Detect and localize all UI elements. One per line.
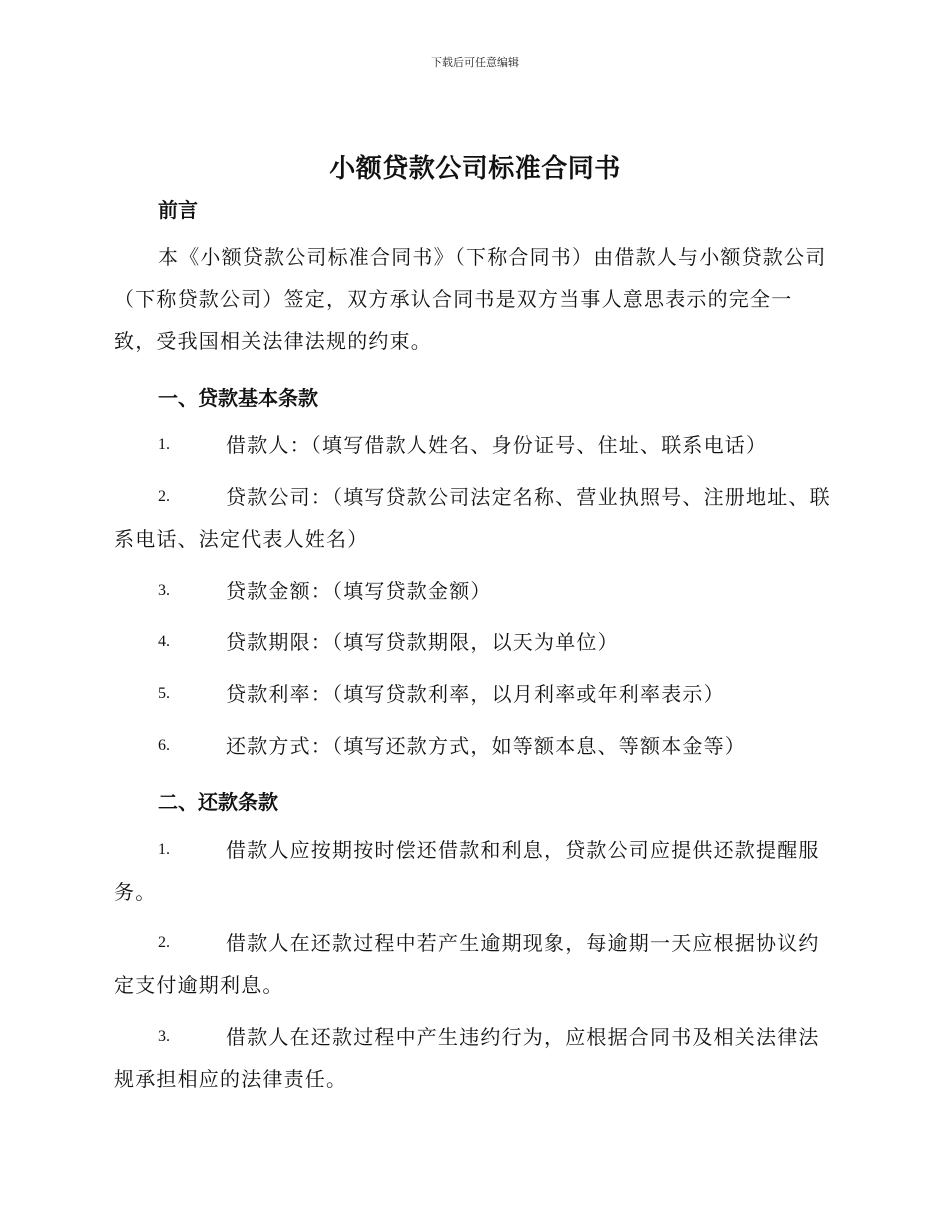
item-number: 3. bbox=[158, 582, 170, 599]
preface-text: 本《小额贷款公司标准合同书》（下称合同书）由借款人与小额贷款公司（下称贷款公司）签定，双方承认合同书是双方当事人意思表示的完全一致，受我国相关法律法规的约束。 bbox=[114, 245, 827, 353]
document-title: 小额贷款公司标准合同书 bbox=[329, 154, 621, 184]
item-number: 1. bbox=[158, 841, 170, 858]
header-note: 下载后可任意编辑 bbox=[431, 56, 519, 69]
item-text: 借款人在还款过程中若产生逾期现象，每逾期一天应根据协议约定支付逾期利息。 bbox=[114, 931, 820, 997]
item-number: 1. bbox=[158, 436, 170, 453]
item-number: 2. bbox=[158, 488, 170, 505]
item-text: 贷款利率：（填写贷款利率，以月利率或年利率表示） bbox=[226, 682, 725, 706]
item-text: 借款人应按期按时偿还借款和利息，贷款公司应提供还款提醒服务。 bbox=[114, 838, 820, 904]
item-text: 贷款期限：（填写贷款期限，以天为单位） bbox=[226, 630, 619, 654]
item-number: 5. bbox=[158, 685, 170, 702]
preface-paragraph bbox=[114, 236, 832, 362]
item-text: 借款人在还款过程中产生违约行为，应根据合同书及相关法律法规承担相应的法律责任。 bbox=[114, 1025, 820, 1091]
item-number: 2. bbox=[158, 934, 170, 951]
item-number: 6. bbox=[158, 737, 170, 754]
item-text: 贷款金额：（填写贷款金额） bbox=[226, 579, 492, 603]
item-text: 贷款公司：（填写贷款公司法定名称、营业执照号、注册地址、联系电话、法定代表人姓名） bbox=[114, 485, 831, 551]
section2-heading: 二、还款条款 bbox=[158, 790, 278, 814]
section1-heading: 一、贷款基本条款 bbox=[158, 386, 318, 410]
item-number: 4. bbox=[158, 633, 170, 650]
item-text: 还款方式：（填写还款方式，如等额本息、等额本金等） bbox=[226, 734, 746, 758]
preface-heading: 前言 bbox=[158, 198, 198, 222]
item-number: 3. bbox=[158, 1028, 170, 1045]
item-text: 借款人：（填写借款人姓名、身份证号、住址、联系电话） bbox=[226, 433, 768, 457]
